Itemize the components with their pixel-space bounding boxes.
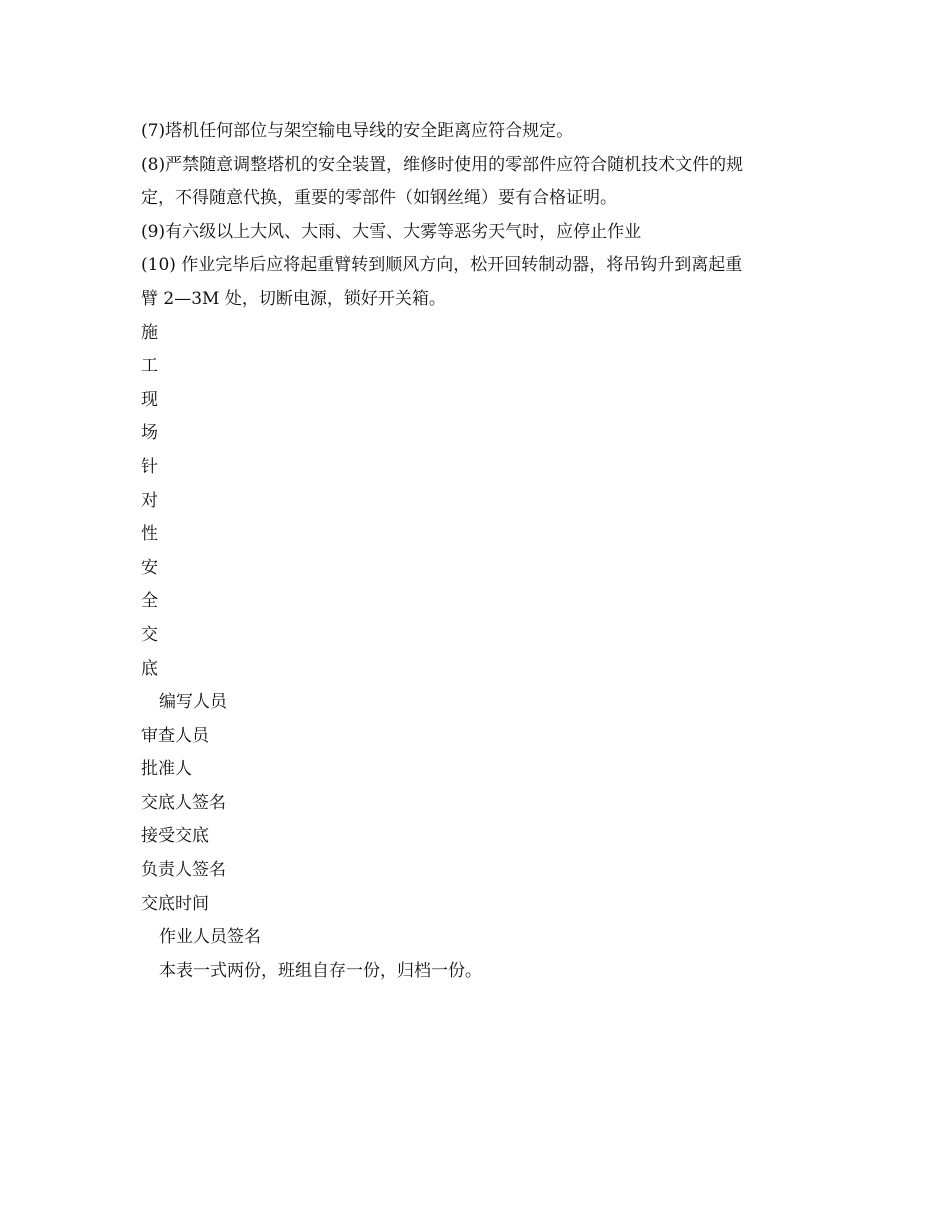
clause-8-line-2: 定，不得随意代换，重要的零部件（如钢丝绳）要有合格证明。 [141, 188, 617, 209]
worker-signature-label: 作业人员签名 [159, 927, 261, 948]
title-char: 安 [141, 557, 158, 578]
title-char: 全 [141, 591, 158, 612]
briefer-signature-label: 交底人签名 [141, 792, 226, 813]
title-char: 底 [141, 658, 158, 679]
title-char: 交 [141, 624, 158, 645]
title-char: 场 [141, 423, 158, 444]
title-char: 施 [141, 322, 158, 343]
title-char: 现 [141, 389, 158, 410]
responsible-signature-label: 负责人签名 [141, 860, 226, 881]
document-page [141, 115, 816, 988]
clause-7: (7)塔机任何部位与架空输电导线的安全距离应符合规定。 [141, 121, 574, 141]
title-char: 对 [141, 490, 158, 511]
clause-10-line-2: 臂 2—3M 处，切断电源，锁好开关箱。 [141, 288, 446, 309]
title-char: 工 [141, 356, 158, 377]
vertical-title [141, 317, 816, 687]
title-char: 性 [141, 524, 158, 545]
clause-9: (9)有六级以上大风、大雨、大雪、大雾等恶劣天气时，应停止作业 [141, 221, 642, 242]
title-char: 针 [141, 456, 158, 477]
clause-8-line-1: (8)严禁随意调整塔机的安全装置，维修时使用的零部件应符合随机技术文件的规 [141, 154, 744, 175]
clause-10-line-1: (10) 作业完毕后应将起重臂转到顺风方向，松开回转制动器，将吊钩升到离起重 [141, 255, 743, 276]
compiler-label: 编写人员 [159, 692, 227, 713]
briefing-time-label: 交底时间 [141, 893, 209, 914]
approver-label: 批准人 [141, 759, 192, 780]
signature-form [141, 686, 816, 955]
reviewer-label: 审查人员 [141, 725, 209, 746]
receiver-label: 接受交底 [141, 826, 209, 847]
footer-note: 本表一式两份，班组自存一份，归档一份。 [159, 960, 482, 981]
